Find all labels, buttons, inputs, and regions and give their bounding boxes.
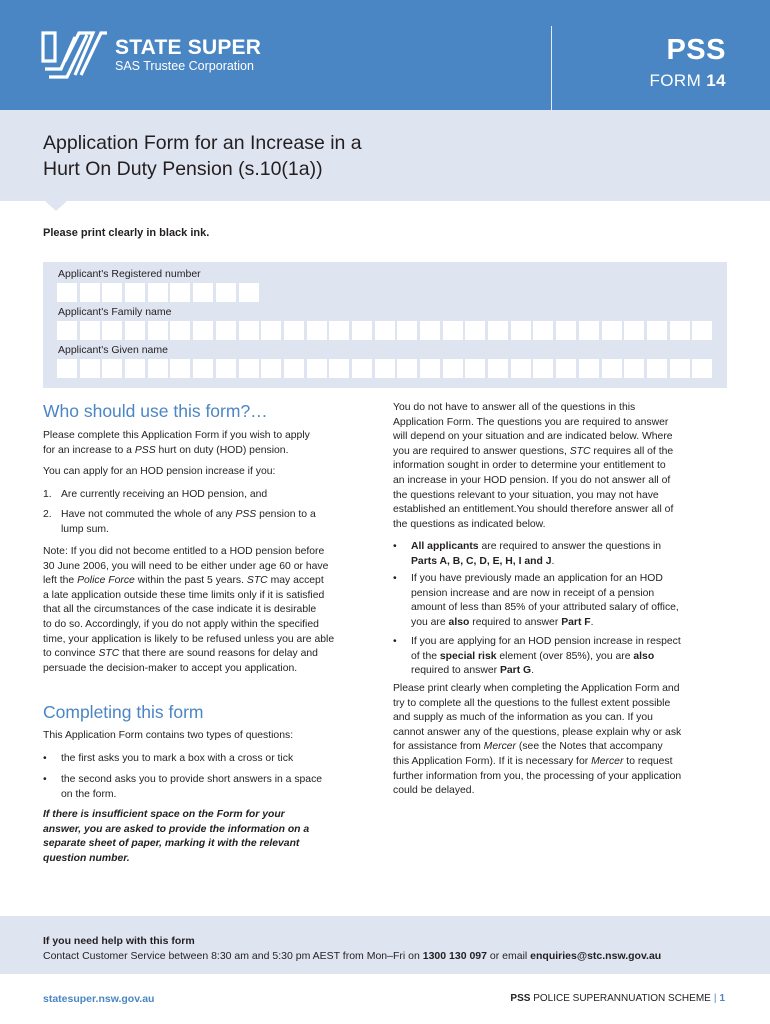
list-number: 1. [43, 489, 52, 500]
list-item-text: the second asks you to provide short answers in a space on the form. [61, 774, 323, 800]
character-box[interactable] [420, 321, 440, 340]
character-box[interactable] [284, 321, 304, 340]
character-box[interactable] [329, 321, 349, 340]
print-clearly-paragraph: Please print clearly when completing the Application Form and try to complete all the questions to the fullest extent possible and supply as much of the information as you can. If you cannot answer any of the questions, please explain why or ask for assistance from Mercer (see the Notes that accompany this Application Form). If it is necessary for Mercer to request further information from you, the processing of your application could be delayed. [393, 683, 682, 797]
character-box[interactable] [284, 359, 304, 378]
character-box[interactable] [443, 321, 463, 340]
registered-number-label: Applicant's Registered number [58, 268, 201, 280]
character-box[interactable] [602, 321, 622, 340]
character-box[interactable] [261, 321, 281, 340]
character-box[interactable] [80, 321, 100, 340]
form-prefix: FORM [649, 71, 702, 90]
character-box[interactable] [556, 321, 576, 340]
character-box[interactable] [647, 359, 667, 378]
list-item-text: All applicants are required to answer the questions in Parts A, B, C, D, E, H, I and J. [411, 541, 662, 567]
family-name-label: Applicant's Family name [58, 306, 172, 318]
character-box[interactable] [148, 283, 168, 302]
character-box[interactable] [80, 359, 100, 378]
character-box[interactable] [57, 321, 77, 340]
character-box[interactable] [352, 359, 372, 378]
character-box[interactable] [329, 359, 349, 378]
scheme-code: PSS [666, 34, 726, 66]
character-box[interactable] [579, 321, 599, 340]
character-box[interactable] [307, 359, 327, 378]
character-box[interactable] [465, 321, 485, 340]
list-item: • If you are applying for an HOD pension increase in respect of the special risk element (over 85%), you are also required to answer Part G. [393, 635, 733, 680]
character-box[interactable] [624, 359, 644, 378]
character-box[interactable] [193, 283, 213, 302]
character-box[interactable] [443, 359, 463, 378]
character-box[interactable] [148, 359, 168, 378]
character-box[interactable] [465, 359, 485, 378]
page-footer: PSS POLICE SUPERANNUATION SCHEME | 1 [510, 993, 725, 1004]
list-item-text: If you have previously made an application for an HOD pension increase and are now in receipt of a pension amount of less than 85% of your attributed salary of office, you are also required to answer Part F. [411, 573, 679, 628]
list-item: • the second asks you to provide short answers in a space on the form. [43, 773, 383, 803]
insufficient-space-note: If there is insufficient space on the Form for your answer, you are asked to provide the information on a separate sheet of paper, marking it with the relevant question number. [43, 809, 310, 864]
character-box[interactable] [102, 359, 122, 378]
completing-intro: This Application Form contains two types of questions: [43, 730, 294, 741]
completing-form-heading: Completing this form [43, 702, 204, 722]
character-box[interactable] [170, 359, 190, 378]
character-box[interactable] [216, 321, 236, 340]
list-item-text: Are currently receiving an HOD pension, and [61, 489, 268, 500]
character-box[interactable] [170, 321, 190, 340]
character-box[interactable] [647, 321, 667, 340]
page-title-line: Hurt On Duty Pension (s.10(1a)) [43, 158, 323, 180]
family-name-field[interactable] [57, 321, 712, 340]
list-item-text: Have not commuted the whole of any PSS pension to a lump sum. [61, 509, 316, 535]
character-box[interactable] [670, 359, 690, 378]
character-box[interactable] [397, 321, 417, 340]
character-box[interactable] [556, 359, 576, 378]
title-band-pointer [45, 201, 67, 211]
character-box[interactable] [125, 321, 145, 340]
character-box[interactable] [375, 359, 395, 378]
page-title-line: Application Form for an Increase in a [43, 132, 362, 154]
website-link[interactable]: statesuper.nsw.gov.au [43, 993, 155, 1005]
character-box[interactable] [375, 321, 395, 340]
character-box[interactable] [148, 321, 168, 340]
registered-number-field[interactable] [57, 283, 259, 302]
who-intro-paragraph [43, 429, 383, 458]
character-box[interactable] [57, 283, 77, 302]
help-email-link[interactable]: enquiries@stc.nsw.gov.au [530, 950, 662, 962]
brand-name: STATE SUPER [115, 36, 262, 59]
list-item [43, 508, 383, 538]
character-box[interactable] [57, 359, 77, 378]
character-box[interactable] [239, 283, 259, 302]
help-text: Contact Customer Service between 8:30 am and 5:30 pm AEST from Mon–Fri on 1300 130 097 or email enquiries@stc.nsw.gov.au [43, 950, 662, 962]
character-box[interactable] [511, 321, 531, 340]
character-box[interactable] [533, 321, 553, 340]
character-box[interactable] [239, 359, 259, 378]
character-box[interactable] [125, 283, 145, 302]
form-number: 14 [706, 71, 726, 90]
character-box[interactable] [602, 359, 622, 378]
given-name-field[interactable] [57, 359, 712, 378]
help-phone[interactable]: 1300 130 097 [422, 950, 487, 962]
character-box[interactable] [488, 359, 508, 378]
character-box[interactable] [102, 283, 122, 302]
character-box[interactable] [579, 359, 599, 378]
late-application-note: Note: If you did not become entitled to a HOD pension before 30 June 2006, you will need to be either under age 60 or have left the Police Force within the past 5 years. STC may accept a late application outside these time limits only if it is satisfied that all the circumstances of the case indicate it is desirable to do so. Accordingly, if you do not apply within the specified time, your application is likely to be refused unless you are able to convince STC that there are sound reasons for delay and persuade the decision-maker to accept you application. [43, 546, 335, 674]
list-item: • If you have previously made an application for an HOD pension increase and are now in receipt of a pension amount of less than 85% of your attributed salary of office, you are also required to answer Part F. [393, 572, 733, 632]
list-number: 2. [43, 509, 52, 520]
given-name-label: Applicant's Given name [58, 344, 168, 356]
list-item-text: If you are applying for an HOD pension increase in respect of the special risk element (over 85%), you are also required to answer Part G. [411, 636, 681, 677]
character-box[interactable] [125, 359, 145, 378]
help-title: If you need help with this form [43, 935, 195, 947]
header-divider [551, 26, 552, 110]
page-number: 1 [719, 993, 725, 1004]
brand-subtitle: SAS Trustee Corporation [115, 59, 254, 73]
print-instruction: Please print clearly in black ink. [43, 227, 210, 239]
character-box[interactable] [420, 359, 440, 378]
page-title [43, 130, 503, 182]
text-line: for an increase to a PSS hurt on duty (HOD) pension. [43, 444, 289, 456]
list-item-text: the first asks you to mark a box with a cross or tick [61, 753, 294, 764]
character-box[interactable] [692, 321, 712, 340]
character-box[interactable] [533, 359, 553, 378]
character-box[interactable] [170, 283, 190, 302]
character-box[interactable] [670, 321, 690, 340]
character-box[interactable] [352, 321, 372, 340]
character-box[interactable] [216, 359, 236, 378]
who-should-use-heading: Who should use this form?… [43, 401, 268, 421]
character-box[interactable] [307, 321, 327, 340]
questions-intro-paragraph: You do not have to answer all of the questions in this Application Form. The questions you are required to answer will depend on your situation and are indicated below. Where you are required to answer questions, STC requires all of the information sought in order to determine your entitlement to an increase in your HOD pension. If you do not answer all of the questions relevant to your situation, you may not have established an entitlement.You should therefore answer all of the questions as indicated below. [393, 402, 674, 530]
character-box[interactable] [102, 321, 122, 340]
state-super-logo-icon [41, 31, 109, 79]
character-box[interactable] [216, 283, 236, 302]
text-line: Please complete this Application Form if you wish to apply [43, 430, 310, 441]
character-box[interactable] [692, 359, 712, 378]
applicant-details-box [43, 262, 727, 388]
header-banner [0, 0, 770, 110]
who-eligibility-paragraph: You can apply for an HOD pension increase if you: [43, 466, 276, 477]
character-box[interactable] [193, 359, 213, 378]
form-number-label [650, 71, 727, 91]
character-box[interactable] [193, 321, 213, 340]
character-box[interactable] [397, 359, 417, 378]
character-box[interactable] [80, 283, 100, 302]
character-box[interactable] [261, 359, 281, 378]
character-box[interactable] [624, 321, 644, 340]
character-box[interactable] [488, 321, 508, 340]
character-box[interactable] [239, 321, 259, 340]
list-item: • All applicants are required to answer the questions in Parts A, B, C, D, E, H, I and J. [393, 540, 733, 570]
character-box[interactable] [511, 359, 531, 378]
